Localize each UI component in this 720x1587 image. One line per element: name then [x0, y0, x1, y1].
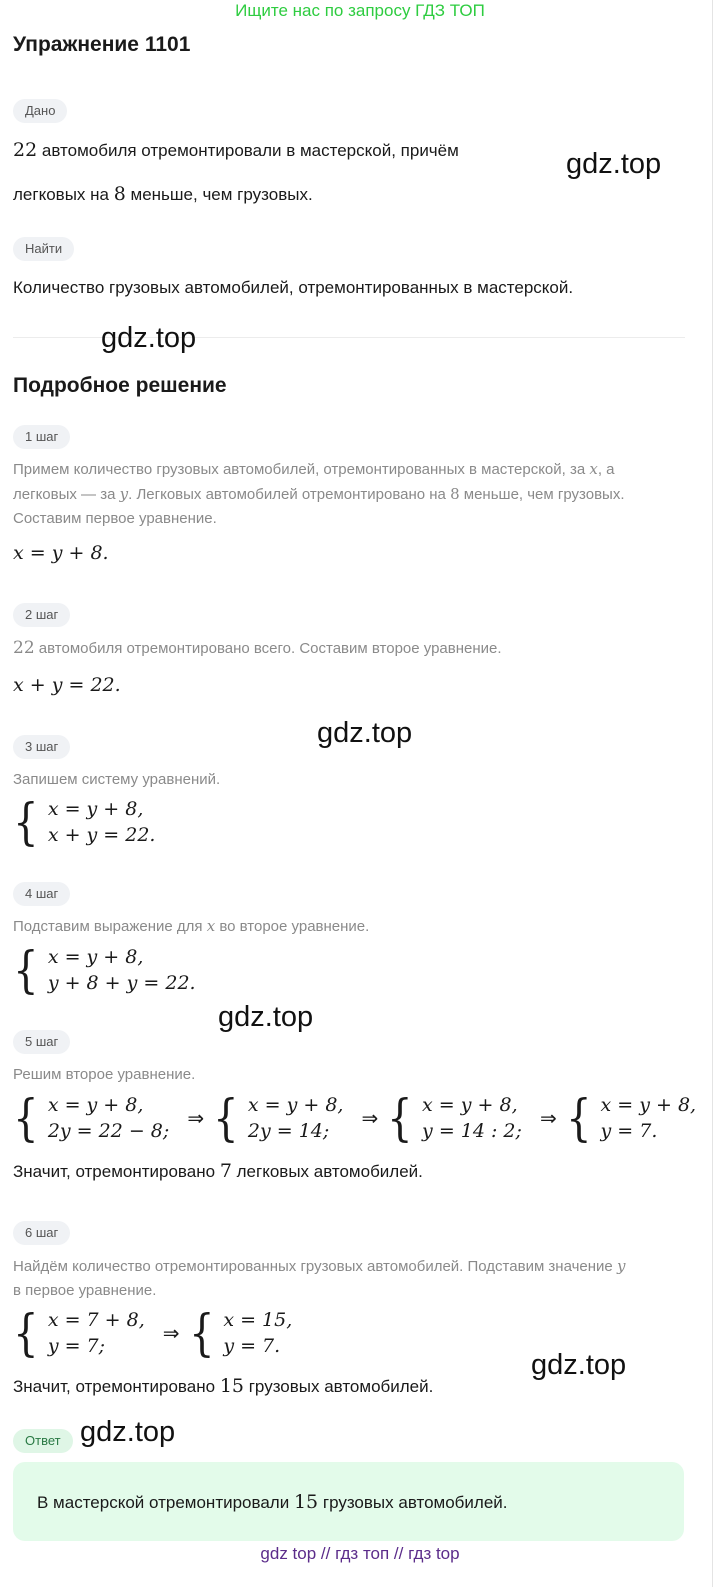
- step-1-text-f: Составим первое уравнение.: [13, 510, 217, 527]
- system-line: x + y = 22.: [47, 824, 156, 846]
- given-number-22: 22: [13, 139, 38, 161]
- step-6-text-b: в первое уравнение.: [13, 1282, 157, 1299]
- footer-links[interactable]: gdz top // гдз топ // гдз top: [260, 1544, 460, 1563]
- exercise-title: Упражнение 1101: [13, 33, 191, 56]
- given-line-1: [13, 139, 459, 162]
- find-label: Найти: [13, 237, 74, 261]
- implies-arrow-icon: ⇒: [162, 1321, 180, 1345]
- answer-pre: В мастерской отремонтировали: [37, 1493, 294, 1512]
- given-label: Дано: [13, 99, 67, 123]
- search-banner: Ищите нас по запросу ГДЗ ТОП: [235, 1, 485, 20]
- number-15: 15: [219, 1375, 244, 1397]
- system-line: x = 15,: [223, 1309, 293, 1331]
- step-5-systems: [10, 1089, 697, 1147]
- conclusion-post: легковых автомобилей.: [231, 1162, 423, 1181]
- brace-icon: {: [213, 1089, 239, 1147]
- system-line: x = y + 8,: [47, 798, 144, 820]
- system-line: y = 7;: [47, 1335, 106, 1357]
- step-3-text: Запишем систему уравнений.: [13, 771, 221, 788]
- system-line: x = 7 + 8,: [47, 1309, 145, 1331]
- step-1-text-d: . Легковых автомобилей отремонтировано на: [128, 486, 451, 503]
- answer-number: 15: [293, 1491, 319, 1513]
- step-2-label: 2 шаг: [13, 603, 70, 627]
- given-number-8: 8: [113, 183, 126, 205]
- step-4-text-a: Подставим выражение для: [13, 918, 207, 935]
- implies-arrow-icon: ⇒: [539, 1106, 557, 1130]
- var-y: y: [616, 1257, 626, 1275]
- step-5-text: Решим второе уравнение.: [13, 1066, 196, 1083]
- conclusion-pre: Значит, отремонтировано: [13, 1162, 220, 1181]
- number-7: 7: [219, 1160, 232, 1182]
- number-8: 8: [450, 485, 460, 503]
- watermark: gdz.top: [317, 717, 413, 749]
- step-4-text-b: во второе уравнение.: [215, 918, 370, 935]
- given-line-2-pre: легковых на: [13, 185, 114, 204]
- given-line-2-post: меньше, чем грузовых.: [125, 185, 313, 204]
- system-line: x = y + 8,: [247, 1094, 344, 1116]
- brace-icon: {: [13, 1304, 39, 1362]
- system-line: 2y = 22 − 8;: [47, 1120, 170, 1142]
- brace-icon: {: [565, 1089, 592, 1147]
- system-line: y = 14 : 2;: [422, 1120, 522, 1142]
- answer-label: Ответ: [13, 1429, 73, 1453]
- step-1-equation: x = y + 8.: [13, 542, 109, 564]
- given-line-1-text: автомобиля отремонтировали в мастерской, причём: [37, 141, 459, 160]
- step-1-label: 1 шаг: [13, 425, 70, 449]
- watermark: gdz.top: [218, 1001, 314, 1033]
- system-line: 2y = 14;: [247, 1120, 330, 1142]
- step-2-equation: x + y = 22.: [13, 674, 121, 696]
- step-6-conclusion: [13, 1375, 433, 1398]
- watermark: gdz.top: [531, 1349, 627, 1381]
- step-4-system: [10, 941, 196, 999]
- watermark: gdz.top: [566, 148, 662, 180]
- var-x: x: [589, 460, 598, 478]
- conclusion-pre: Значит, отремонтировано: [13, 1377, 220, 1396]
- step-5-label: 5 шаг: [13, 1030, 70, 1054]
- step-1-text-a: Примем количество грузовых автомобилей, отремонтированных в мастерской, за: [13, 461, 590, 478]
- answer-post: грузовых автомобилей.: [318, 1493, 508, 1512]
- system-line: x = y + 8,: [422, 1094, 518, 1116]
- given-line-2: [13, 183, 313, 206]
- step-2-text: [13, 636, 502, 661]
- answer-text: [37, 1491, 508, 1514]
- step-4-text: [13, 914, 369, 939]
- conclusion-post: грузовых автомобилей.: [244, 1377, 434, 1396]
- right-edge-rule: [712, 0, 713, 1587]
- watermark: gdz.top: [101, 322, 197, 354]
- system-line: y = 7.: [600, 1120, 658, 1142]
- var-y: y: [119, 485, 129, 503]
- step-3-system: [10, 793, 156, 851]
- step-5-conclusion: [13, 1160, 423, 1183]
- step-1-text-c: легковых — за: [13, 486, 120, 503]
- brace-icon: {: [13, 941, 39, 999]
- step-2-text-a: автомобиля отремонтировано всего. Составим второе уравнение.: [34, 640, 502, 657]
- implies-arrow-icon: ⇒: [187, 1106, 205, 1130]
- step-1-text-e: меньше, чем грузовых.: [459, 486, 625, 503]
- step-1-text-b: , а: [597, 461, 615, 478]
- find-text: Количество грузовых автомобилей, отремонтированных в мастерской.: [13, 278, 574, 297]
- step-3-label: 3 шаг: [13, 735, 70, 759]
- system-line: y + 8 + y = 22.: [47, 972, 196, 994]
- step-6-label: 6 шаг: [13, 1221, 70, 1245]
- implies-arrow-icon: ⇒: [361, 1106, 379, 1130]
- system-line: x = y + 8,: [600, 1094, 697, 1116]
- var-x: x: [206, 917, 216, 935]
- step-6-text-a: Найдём количество отремонтированных грузовых автомобилей. Подставим значение: [13, 1258, 617, 1275]
- system-line: x = y + 8,: [47, 946, 144, 968]
- step-4-label: 4 шаг: [13, 882, 70, 906]
- system-line: x = y + 8,: [47, 1094, 144, 1116]
- brace-icon: {: [387, 1089, 413, 1147]
- brace-icon: {: [13, 793, 39, 851]
- number-22: 22: [13, 638, 35, 658]
- brace-icon: {: [13, 1089, 39, 1147]
- brace-icon: {: [188, 1304, 215, 1362]
- step-6-systems: [10, 1304, 293, 1362]
- solution-title: Подробное решение: [13, 374, 227, 397]
- system-line: y = 7.: [223, 1335, 281, 1357]
- watermark: gdz.top: [80, 1416, 176, 1448]
- step-6-text: [13, 1254, 693, 1303]
- step-1-text: [13, 457, 693, 531]
